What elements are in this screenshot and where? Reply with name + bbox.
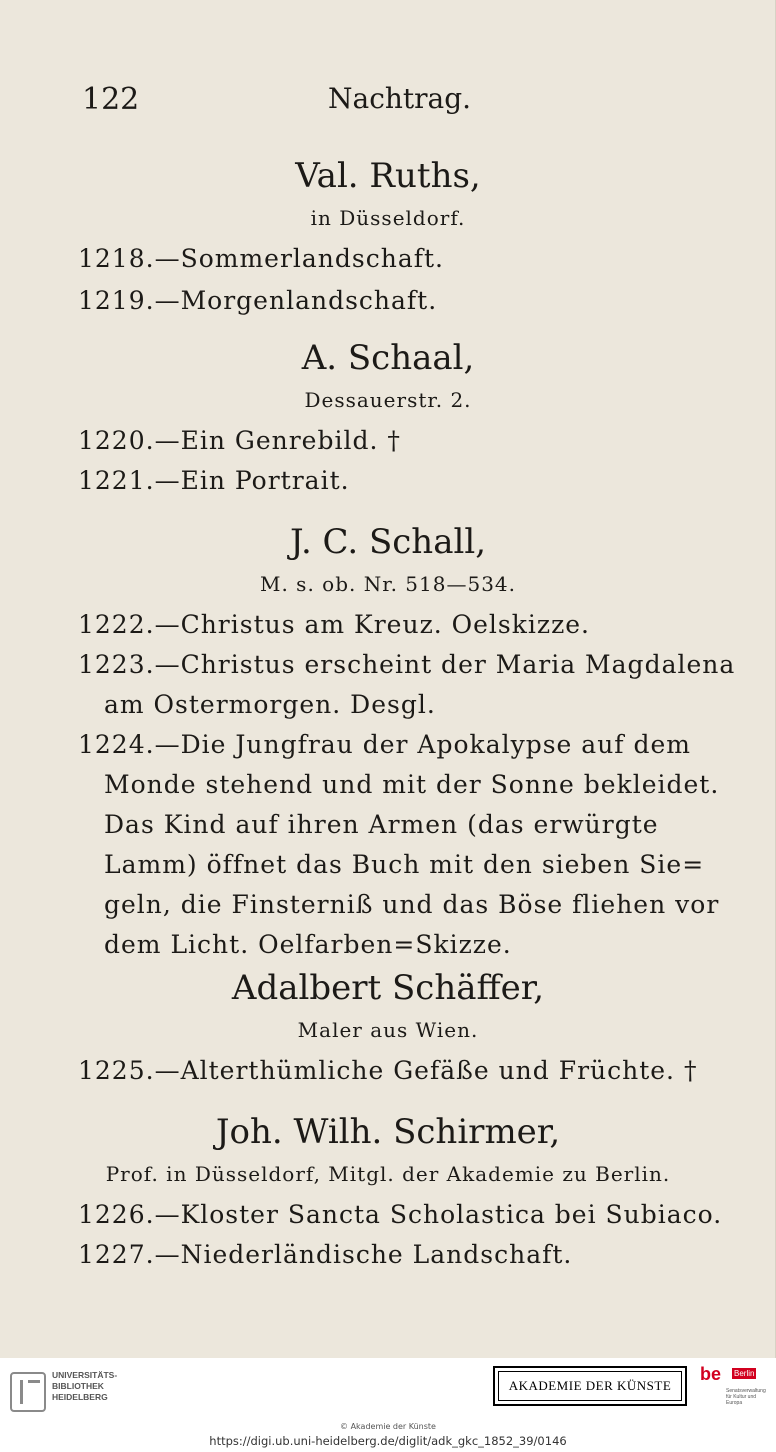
catalog-entry: 1225.—Alterthümliche Gefäße und Früchte. † <box>78 1056 698 1085</box>
permalink-url[interactable]: https://digi.ub.uni-heidelberg.de/diglit/adk_gkc_1852_39/0146 <box>209 1434 567 1448</box>
library-logo-text: UNIVERSITÄTS- BIBLIOTHEK HEIDELBERG <box>52 1370 118 1402</box>
catalog-entry: 1218.—Sommerlandschaft. <box>78 244 444 273</box>
copyright-notice: © Akademie der Künste <box>340 1422 436 1431</box>
running-title: Nachtrag. <box>328 82 472 115</box>
catalog-entry: 1221.—Ein Portrait. <box>78 466 350 495</box>
artist-note: Dessauerstr. 2. <box>304 388 472 412</box>
akademie-label: AKADEMIE DER KÜNSTE <box>498 1371 682 1401</box>
catalog-entry: 1224.—Die Jungfrau der Apokalypse auf dem <box>78 730 691 759</box>
catalog-entry: 1226.—Kloster Sancta Scholastica bei Subiaco. <box>78 1200 723 1229</box>
library-logo-icon <box>10 1372 46 1412</box>
artist-name: A. Schaal, <box>301 338 475 378</box>
artist-name: Val. Ruths, <box>295 156 481 196</box>
catalog-entry: 1219.—Morgenlandschaft. <box>78 286 438 315</box>
berlin-logo[interactable] <box>700 1364 766 1412</box>
artist-note: in Düsseldorf. <box>310 206 466 230</box>
berlin-logo-subtext: Senatsverwaltung für Kultur und Europa <box>726 1388 766 1406</box>
catalog-entry-continuation: Lamm) öffnet das Buch mit den sieben Sie= <box>104 850 705 879</box>
berlin-logo-tag: Berlin <box>734 1369 755 1378</box>
akademie-logo[interactable] <box>493 1366 687 1406</box>
catalog-entry: 1222.—Christus am Kreuz. Oelskizze. <box>78 610 590 639</box>
viewer-footer <box>0 1358 776 1452</box>
artist-note: Maler aus Wien. <box>297 1018 479 1042</box>
catalog-entry: 1223.—Christus erscheint der Maria Magdalena <box>78 650 736 679</box>
artist-name: Adalbert Schäffer, <box>231 968 545 1008</box>
page-number: 122 <box>82 82 140 117</box>
catalog-entry-continuation: dem Licht. Oelfarben=Skizze. <box>104 930 512 959</box>
university-library-logo[interactable] <box>10 1366 160 1420</box>
catalog-entry-continuation: Monde stehend und mit der Sonne bekleidet. <box>104 770 720 799</box>
artist-name: J. C. Schall, <box>289 522 487 562</box>
berlin-logo-be: be <box>700 1364 722 1384</box>
artist-name: Joh. Wilh. Schirmer, <box>215 1112 561 1152</box>
artist-note: M. s. ob. Nr. 518—534. <box>259 572 516 596</box>
artist-note: Prof. in Düsseldorf, Mitgl. der Akademie zu Berlin. <box>105 1162 671 1186</box>
catalog-entry-continuation: geln, die Finsterniß und das Böse fliehen vor <box>104 890 720 919</box>
catalog-entry-continuation: am Ostermorgen. Desgl. <box>104 690 436 719</box>
catalog-entry: 1227.—Niederländische Landschaft. <box>78 1240 573 1269</box>
catalog-entry-continuation: Das Kind auf ihren Armen (das erwürgte <box>104 810 659 839</box>
catalog-entry: 1220.—Ein Genrebild. † <box>78 426 401 455</box>
